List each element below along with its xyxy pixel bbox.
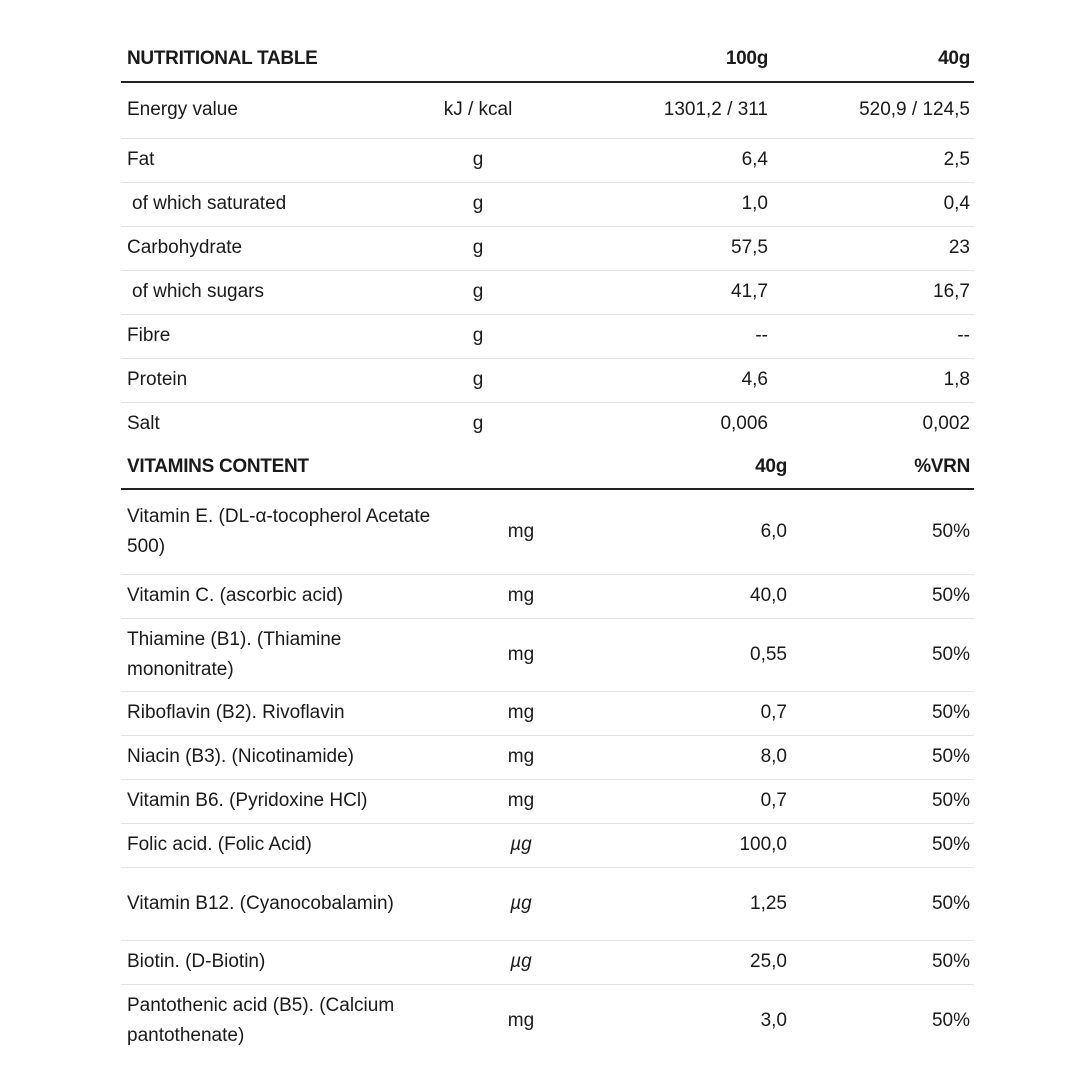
row-value-vrn: 50% [931, 746, 970, 767]
row-label: Vitamin E. (DL-α-tocopherol Acetate 500) [127, 505, 431, 557]
row-value-100g: -- [755, 325, 768, 346]
row-value-40g: 16,7 [933, 281, 970, 302]
row-unit: mg [507, 585, 535, 606]
row-value-40g: 100,0 [739, 834, 787, 855]
row-unit: g [472, 325, 484, 346]
vitamins-col-vrn: %VRN [787, 445, 974, 489]
row-value-100g: 57,5 [731, 237, 768, 258]
table-row [121, 402, 974, 446]
row-label: Fibre [127, 325, 171, 346]
row-value-vrn: 50% [931, 892, 970, 914]
row-label: Salt [127, 413, 160, 435]
table-row [121, 138, 974, 182]
row-value-100g: 0,006 [720, 413, 768, 435]
row-label: Vitamin B12. (Cyanocobalamin) [127, 892, 394, 914]
row-value-vrn: 50% [931, 520, 970, 542]
row-unit: kJ / kcal [443, 99, 513, 121]
table-row [121, 691, 974, 735]
row-label: Riboflavin (B2). Rivoflavin [127, 702, 345, 723]
row-unit: g [472, 237, 484, 258]
nutrition-header-row [121, 36, 974, 82]
row-label: Pantothenic acid (B5). (Calcium pantothenate) [127, 994, 395, 1046]
row-value-40g: 520,9 / 124,5 [859, 99, 970, 121]
row-value-100g: 41,7 [731, 281, 768, 302]
row-value-40g: 40,0 [750, 585, 787, 606]
row-unit: g [472, 369, 484, 390]
vitamins-title: VITAMINS CONTENT [121, 445, 451, 489]
vitamins-table [121, 445, 974, 1057]
row-label: Thiamine (B1). (Thiamine mononitrate) [127, 628, 342, 680]
row-label: Vitamin B6. (Pyridoxine HCl) [127, 790, 368, 811]
row-value-40g: 23 [948, 237, 970, 258]
vitamins-unit-header [451, 445, 591, 489]
table-row [121, 867, 974, 940]
table-row [121, 984, 974, 1057]
table-row [121, 779, 974, 823]
table-row [121, 82, 974, 138]
row-unit: mg [507, 520, 535, 542]
row-value-vrn: 50% [931, 790, 970, 811]
nutrition-col-40g: 40g [768, 36, 974, 82]
nutrition-col-100g: 100g [558, 36, 768, 82]
table-row [121, 270, 974, 314]
row-value-40g: 0,7 [760, 702, 787, 723]
row-unit: g [472, 281, 484, 302]
row-value-40g: 0,7 [760, 790, 787, 811]
row-value-100g: 4,6 [741, 369, 768, 390]
vitamins-header-row [121, 445, 974, 489]
row-label: Energy value [127, 99, 238, 121]
row-label: of which sugars [132, 281, 265, 302]
table-row [121, 314, 974, 358]
row-label: Vitamin C. (ascorbic acid) [127, 585, 344, 606]
row-value-40g: 3,0 [760, 1009, 787, 1031]
row-unit: mg [507, 643, 535, 665]
table-row [121, 940, 974, 984]
row-unit: µg [510, 834, 532, 855]
row-label: Folic acid. (Folic Acid) [127, 834, 312, 855]
table-row [121, 182, 974, 226]
row-label: of which saturated [132, 193, 287, 214]
row-value-100g: 1,0 [741, 193, 768, 214]
row-label: Fat [127, 149, 155, 170]
vitamins-col-40g: 40g [591, 445, 787, 489]
row-unit: mg [507, 1009, 535, 1031]
row-value-40g: 1,25 [750, 892, 787, 914]
table-row [121, 618, 974, 691]
row-value-40g: 0,002 [922, 413, 970, 435]
row-unit: mg [507, 702, 535, 723]
row-unit: g [472, 149, 484, 170]
row-label: Niacin (B3). (Nicotinamide) [127, 746, 355, 767]
row-unit: µg [510, 892, 532, 914]
row-value-40g: 25,0 [750, 951, 787, 972]
row-value-vrn: 50% [931, 585, 970, 606]
row-value-40g: 2,5 [943, 149, 970, 170]
row-value-vrn: 50% [931, 702, 970, 723]
row-value-100g: 1301,2 / 311 [663, 99, 768, 121]
row-unit: mg [507, 746, 535, 767]
nutrition-title: NUTRITIONAL TABLE [121, 36, 398, 82]
row-unit: g [472, 193, 484, 214]
table-row [121, 823, 974, 867]
table-row [121, 489, 974, 574]
row-value-vrn: 50% [931, 1009, 970, 1031]
row-unit: mg [507, 790, 535, 811]
row-value-vrn: 50% [931, 834, 970, 855]
row-value-40g: 0,4 [943, 193, 970, 214]
row-value-40g: -- [957, 325, 970, 346]
row-value-100g: 6,4 [741, 149, 768, 170]
row-value-40g: 1,8 [943, 369, 970, 390]
nutrition-table [121, 36, 974, 446]
row-label: Protein [127, 369, 188, 390]
table-row [121, 735, 974, 779]
row-value-40g: 8,0 [760, 746, 787, 767]
row-unit: µg [510, 951, 532, 972]
row-value-40g: 6,0 [760, 520, 787, 542]
table-row [121, 574, 974, 618]
table-row [121, 226, 974, 270]
nutrition-unit-header [398, 36, 558, 82]
row-value-40g: 0,55 [750, 643, 787, 665]
row-value-vrn: 50% [931, 951, 970, 972]
row-label: Carbohydrate [127, 237, 243, 258]
table-row [121, 358, 974, 402]
row-value-vrn: 50% [931, 643, 970, 665]
row-unit: g [472, 413, 484, 435]
row-label: Biotin. (D-Biotin) [127, 951, 266, 972]
